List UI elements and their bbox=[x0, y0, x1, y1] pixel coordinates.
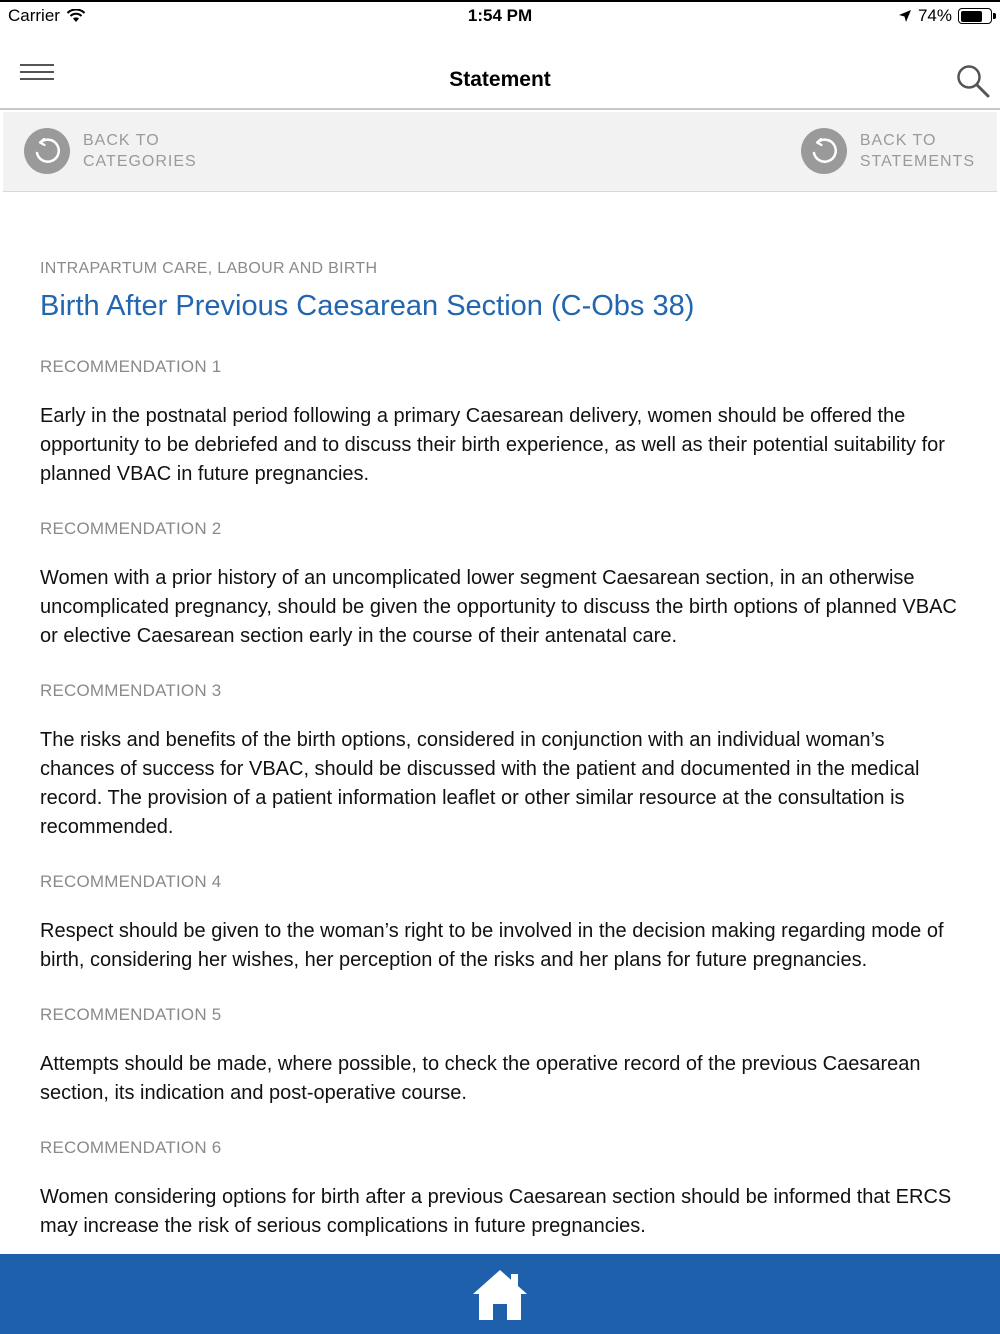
recommendation-text: Women considering options for birth after a previous Caesarean section should be informed that ERCS may increase the risk of serious complications in future pregnancies. bbox=[40, 1186, 952, 1237]
recommendation-label: RECOMMENDATION 4 bbox=[40, 872, 222, 891]
home-icon bbox=[469, 1264, 531, 1326]
back-arrow-icon bbox=[801, 128, 847, 174]
bottom-bar bbox=[0, 1254, 1000, 1334]
back-arrow-icon bbox=[24, 128, 70, 174]
carrier-label: Carrier bbox=[8, 6, 60, 25]
home-button[interactable] bbox=[469, 1264, 531, 1326]
status-bar bbox=[0, 0, 1000, 30]
recommendation-label: RECOMMENDATION 2 bbox=[40, 519, 222, 538]
back-to-categories-label: BACK TO CATEGORIES bbox=[83, 132, 197, 170]
battery-level bbox=[961, 11, 982, 22]
back-navigation-bar bbox=[3, 112, 997, 192]
category-label: INTRAPARTUM CARE, LABOUR AND BIRTH bbox=[40, 260, 378, 277]
battery-percent: 74% bbox=[917, 6, 952, 25]
hamburger-menu-icon bbox=[20, 64, 54, 66]
navigation-bar bbox=[0, 30, 1000, 110]
back-to-statements-label: BACK TO STATEMENTS bbox=[859, 132, 975, 170]
location-arrow-icon bbox=[898, 9, 912, 23]
statement-title: Birth After Previous Caesarean Section (C-Obs 38) bbox=[40, 290, 695, 322]
recommendation-text: Respect should be given to the woman’s right to be involved in the decision making regarding mode of birth, considering her wishes, her perception of the risks and her plans for future pregnancies. bbox=[40, 920, 944, 971]
recommendation-label: RECOMMENDATION 5 bbox=[40, 1005, 222, 1024]
recommendation-item bbox=[40, 519, 960, 651]
statement-content bbox=[40, 260, 960, 1271]
recommendation-text: Early in the postnatal period following a primary Caesarean delivery, women should be offered the opportunity to be debriefed and to discuss their birth experience, as well as their potential suitability for planned VBAC in future pregnancies. bbox=[40, 405, 945, 485]
recommendation-item bbox=[40, 1005, 960, 1108]
page-title: Statement bbox=[449, 68, 551, 91]
recommendation-item bbox=[40, 357, 960, 489]
status-right bbox=[898, 6, 992, 26]
recommendation-label: RECOMMENDATION 6 bbox=[40, 1138, 222, 1157]
recommendation-text: Women with a prior history of an uncomplicated lower segment Caesarean section, in an otherwise uncomplicated pregnancy, should be given the opportunity to discuss the birth options of planned VBAC or elective Caesarean section early in the course of their antenatal care. bbox=[40, 567, 957, 647]
recommendation-text: The risks and benefits of the birth options, considered in conjunction with an individual woman’s chances of success for VBAC, should be discussed with the patient and documented in the medical record. The provision of a patient information leaflet or other similar resource at the consultation is recommended. bbox=[40, 729, 920, 838]
clock: 1:54 PM bbox=[467, 6, 533, 25]
recommendation-item bbox=[40, 1138, 960, 1241]
search-button[interactable] bbox=[956, 64, 990, 98]
recommendation-item bbox=[40, 681, 960, 842]
back-to-statements-button[interactable] bbox=[801, 128, 975, 174]
recommendation-label: RECOMMENDATION 3 bbox=[40, 681, 222, 700]
battery-icon bbox=[958, 8, 992, 24]
recommendation-label: RECOMMENDATION 1 bbox=[40, 357, 222, 376]
recommendation-text: Attempts should be made, where possible, to check the operative record of the previous Caesarean section, its indication and post-operative course. bbox=[40, 1053, 921, 1104]
recommendation-item bbox=[40, 872, 960, 975]
back-to-categories-button[interactable] bbox=[24, 128, 197, 174]
search-icon bbox=[956, 64, 990, 98]
